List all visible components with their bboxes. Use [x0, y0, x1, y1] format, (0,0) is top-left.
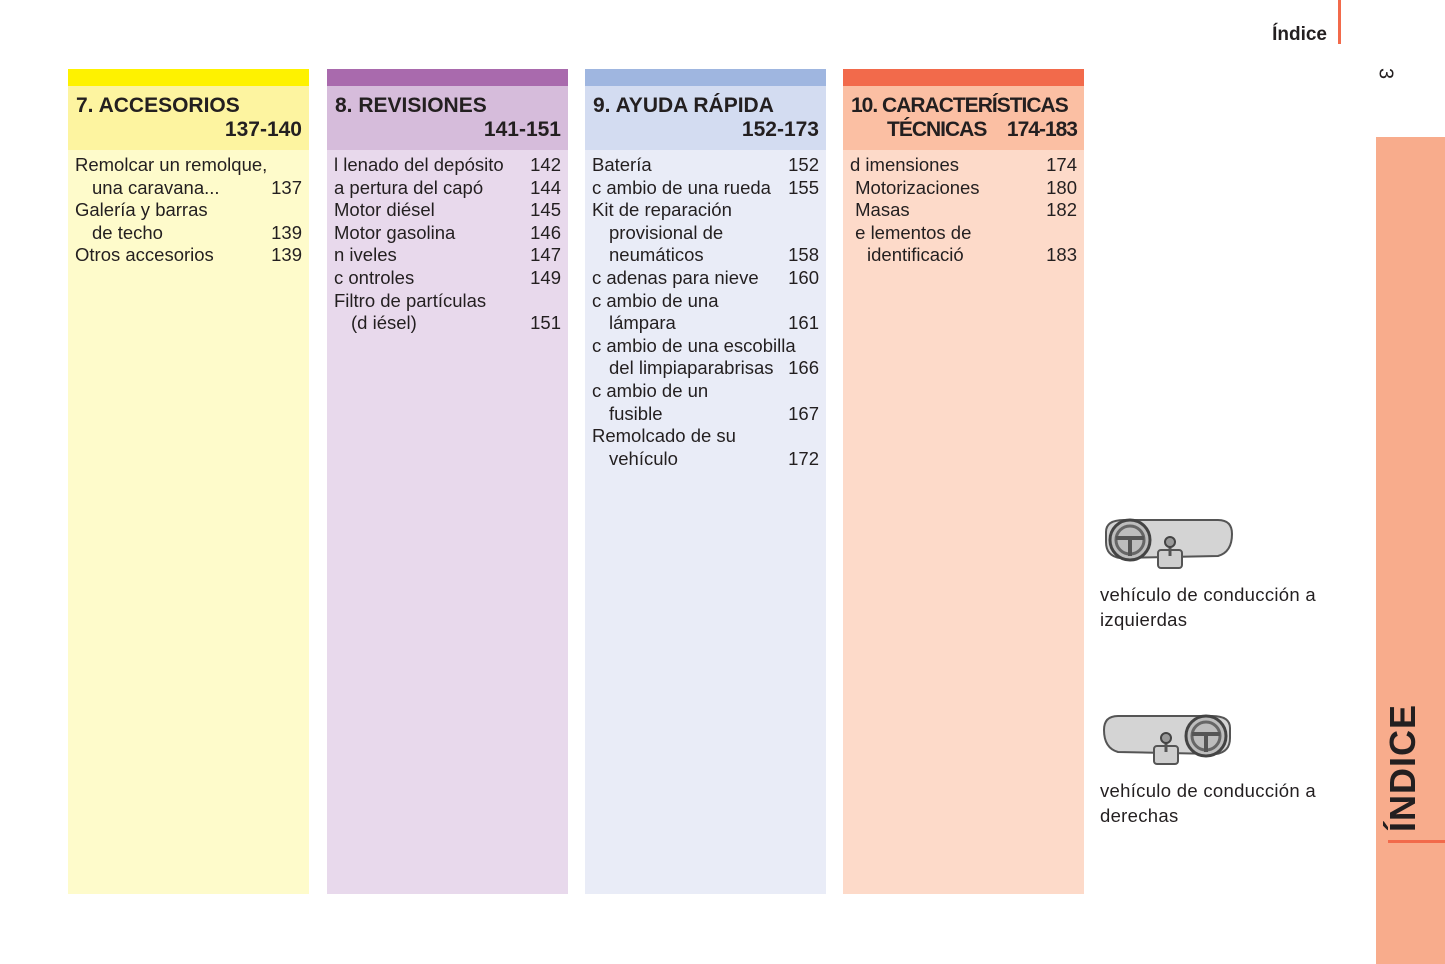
entry-label: una caravana... — [92, 176, 220, 198]
entry-label: Kit de reparación — [592, 199, 732, 221]
section-page-range: 137-140 — [224, 118, 302, 141]
entry-label: a pertura del capó — [334, 176, 484, 198]
section-accesorios — [68, 69, 309, 894]
index-entry[interactable] — [334, 267, 561, 290]
entry-label: de techo — [92, 221, 163, 243]
section-color-bar — [68, 69, 309, 86]
entry-page-number: 144 — [530, 176, 561, 198]
legend-left-hand-drive — [1100, 512, 1350, 632]
index-entry[interactable] — [592, 380, 819, 425]
entry-label: n iveles — [334, 244, 397, 266]
index-entry[interactable] — [334, 177, 561, 200]
entry-label: Otros accesorios — [75, 244, 214, 266]
entry-page-number: 160 — [788, 266, 819, 288]
entry-label: c adenas para nieve — [592, 266, 759, 288]
section-title-line2: TÉCNICAS — [887, 118, 987, 141]
entry-label: provisional de — [609, 221, 724, 243]
entry-label: fusible — [609, 402, 663, 424]
entry-page-number: 183 — [1046, 244, 1077, 266]
right-hand-drive-dashboard-icon — [1100, 708, 1236, 770]
entry-page-number: 139 — [271, 221, 302, 243]
entry-label: c ambio de una escobilla — [592, 334, 796, 356]
header-rule — [1338, 0, 1341, 44]
entry-page-number: 137 — [271, 176, 302, 198]
section-header[interactable] — [585, 86, 826, 150]
section-title: 10. CARACTERÍSTICAS — [851, 94, 1068, 117]
index-entry[interactable] — [75, 154, 302, 199]
index-entry[interactable] — [592, 425, 819, 470]
entry-label: Motor gasolina — [334, 221, 456, 243]
section-title: 8. REVISIONES — [335, 94, 487, 117]
entry-page-number: 145 — [530, 199, 561, 221]
entry-label: Masas — [850, 199, 910, 221]
entry-page-number: 147 — [530, 244, 561, 266]
section-ayuda-rapida — [585, 69, 826, 894]
index-entry[interactable] — [592, 290, 819, 335]
entry-label: vehículo — [609, 447, 678, 469]
entry-page-number: 152 — [788, 154, 819, 175]
index-entry[interactable] — [334, 154, 561, 177]
entry-page-number: 158 — [788, 244, 819, 266]
entry-page-number: 155 — [788, 176, 819, 198]
entry-page-number: 139 — [271, 244, 302, 266]
page-number: 3 — [1374, 67, 1397, 80]
index-entry[interactable] — [334, 244, 561, 267]
entry-label: lámpara — [609, 312, 676, 334]
entry-page-number: 166 — [788, 357, 819, 379]
entry-label: l lenado del depósito — [334, 154, 504, 175]
index-entry[interactable] — [75, 199, 302, 244]
section-page-range: 152-173 — [741, 118, 819, 141]
index-entry[interactable] — [334, 290, 561, 335]
section-page-range: 141-151 — [483, 118, 561, 141]
entry-page-number: 149 — [530, 266, 561, 288]
entry-label: Remolcar un remolque, — [75, 154, 268, 175]
index-entry[interactable] — [850, 177, 1077, 200]
index-entry[interactable] — [850, 154, 1077, 177]
section-entries — [585, 150, 826, 470]
index-entry[interactable] — [592, 154, 819, 177]
section-entries — [843, 150, 1084, 267]
entry-label: c ambio de una rueda — [592, 176, 771, 198]
section-header[interactable] — [843, 86, 1084, 150]
index-entry[interactable] — [592, 335, 819, 380]
section-color-bar — [843, 69, 1084, 86]
index-entry[interactable] — [592, 199, 819, 267]
entry-page-number: 174 — [1046, 154, 1077, 175]
legend-right-hand-drive — [1100, 708, 1350, 828]
entry-label: del limpiaparabrisas — [609, 357, 774, 379]
entry-label: c ontroles — [334, 266, 415, 288]
index-entry[interactable] — [75, 244, 302, 267]
entry-page-number: 167 — [788, 402, 819, 424]
entry-label: Motorizaciones — [850, 176, 980, 198]
index-entry[interactable] — [850, 222, 1077, 267]
section-page-range: 174-183 — [1006, 118, 1077, 141]
entry-label: neumáticos — [609, 244, 704, 266]
section-entries — [327, 150, 568, 335]
section-color-bar — [327, 69, 568, 86]
entry-page-number: 151 — [530, 312, 561, 334]
entry-label: Galería y barras — [75, 199, 208, 221]
entry-page-number: 172 — [788, 447, 819, 469]
entry-page-number: 182 — [1046, 199, 1077, 221]
entry-label: Remolcado de su — [592, 425, 736, 447]
section-revisiones — [327, 69, 568, 894]
side-tab-label: ÍNDICE — [1382, 703, 1423, 833]
index-entry[interactable] — [334, 222, 561, 245]
legend-caption: vehículo de conducción a izquierdas — [1100, 584, 1316, 630]
entry-label: identificació — [867, 244, 964, 266]
entry-page-number: 146 — [530, 221, 561, 243]
side-tab-rule — [1388, 840, 1445, 843]
entry-label: d imensiones — [850, 154, 960, 175]
section-title: 9. AYUDA RÁPIDA — [593, 94, 774, 117]
entry-label: Batería — [592, 154, 652, 175]
entry-page-number: 180 — [1046, 176, 1077, 198]
index-entry[interactable] — [334, 199, 561, 222]
section-color-bar — [585, 69, 826, 86]
entry-label: Motor diésel — [334, 199, 435, 221]
entry-label: e lementos de — [850, 221, 972, 243]
left-hand-drive-dashboard-icon — [1100, 512, 1236, 574]
page-title: Índice — [1272, 24, 1327, 45]
section-title: 7. ACCESORIOS — [76, 94, 240, 117]
section-header[interactable] — [68, 86, 309, 150]
entry-label: c ambio de una — [592, 289, 719, 311]
entry-label: c ambio de un — [592, 379, 709, 401]
section-header[interactable] — [327, 86, 568, 150]
section-caracteristicas-tecnicas — [843, 69, 1084, 894]
entry-page-number: 142 — [530, 154, 561, 175]
entry-label: Filtro de partículas — [334, 289, 487, 311]
legend-caption: vehículo de conducción a derechas — [1100, 780, 1316, 826]
index-entry[interactable] — [850, 199, 1077, 222]
section-entries — [68, 150, 309, 267]
index-entry[interactable] — [592, 267, 819, 290]
entry-page-number: 161 — [788, 312, 819, 334]
entry-label: (d iésel) — [351, 312, 417, 334]
index-entry[interactable] — [592, 177, 819, 200]
